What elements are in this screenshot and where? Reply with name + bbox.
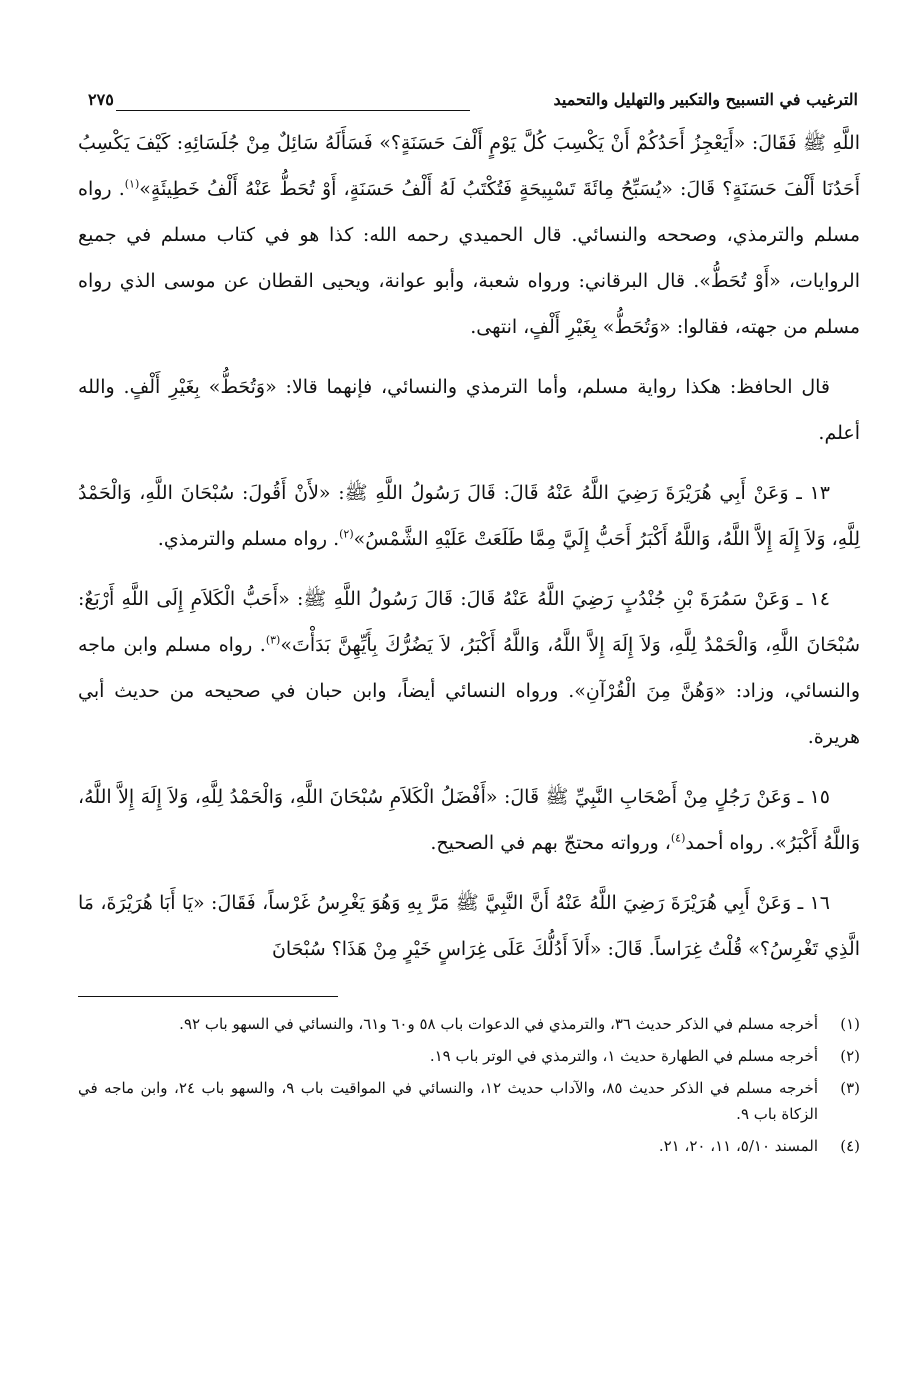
- hadith-13: ١٣ ـ وَعَنْ أَبِي هُرَيْرَةَ رَضِيَ اللَّهُ عَنْهُ قَالَ: قَالَ رَسُولُ اللَّهِ ﷺ: «لأَنْ أَقُولَ: سُبْحَانَ اللَّهِ، وَالْحَمْدُ لِلَّهِ، وَلاَ إِلَهَ إِلاَّ اللَّهُ، وَاللَّهُ أَكْبَرُ أَحَبُّ إِلَيَّ مِمَّا طَلَعَتْ عَلَيْهِ الشَّمْسُ»$^{(٢)}$. رواه مسلم والترمذي.: [78, 482, 860, 550]
- footnote-ref: (٤): [670, 831, 686, 845]
- footnote-ref: (٢): [339, 527, 354, 541]
- page-number: ٢٧٥: [88, 90, 114, 109]
- footnotes: [78, 1011, 860, 1159]
- footnote-item: (٣) أخرجه مسلم في الذكر حديث ٨٥، والآداب حديث ١٢، والنسائي في المواقيت باب ٩، والسهو باب ٢٤، وابن ماجه في الزكاة باب ٩.: [78, 1079, 860, 1123]
- main-text: [78, 120, 860, 972]
- footnote-item: (٢) أخرجه مسلم في الطهارة حديث ١، والترمذي في الوتر باب ١٩.: [429, 1047, 860, 1065]
- footnote-item: (١) أخرجه مسلم في الذكر حديث ٣٦، والترمذي في الدعوات باب ٥٨ و٦٠ و٦١، والنسائي في السهو باب ٩٢.: [179, 1015, 860, 1033]
- paragraph-continued: اللَّهِ ﷺ فَقَالَ: «أَيَعْجِزُ أَحَدُكُمْ أَنْ يَكْسِبَ كُلَّ يَوْمٍ أَلْفَ حَسَنَةٍ؟» فَسَأَلَهُ سَائِلٌ مِنْ جُلَسَائِهِ: كَيْفَ يَكْسِبُ أَحَدُنَا أَلْفَ حَسَنَةٍ؟ قَالَ: «يُسَبِّحُ مِائَةَ تَسْبِيحَةٍ فَتُكْتَبُ لَهُ أَلْفُ حَسَنَةٍ، أَوْ تُحَطُّ عَنْهُ أَلْفُ خَطِيئَةٍ»$^{(١)}$. رواه مسلم والترمذي، وصححه والنسائي. قال الحميدي رحمه الله: كذا هو في كتاب مسلم في جميع الروايات، «أَوْ تُحَطُّ». قال البرقاني: ورواه شعبة، وأبو عوانة، ويحيى القطان عن موسى الذي رواه مسلم من جهته، فقالوا: «وَتُحَطُّ» بِغَيْرِ أَلْفٍ، انتهى.: [78, 132, 860, 338]
- hadith-16: ١٦ ـ وَعَنْ أَبِي هُرَيْرَةَ رَضِيَ اللَّهُ عَنْهُ أَنَّ النَّبِيَّ ﷺ مَرَّ بِهِ وَهُوَ يَغْرِسُ غَرْساً، فَقَالَ: «يَا أَبَا هُرَيْرَةَ، مَا الَّذِي تَغْرِسُ؟» قُلْتُ غِرَاساً. قَالَ: «أَلاَ أَدُلُّكَ عَلَى غِرَاسٍ خَيْرٍ مِنْ هَذَا؟ سُبْحَانَ: [78, 892, 860, 960]
- footnote-divider: [78, 996, 338, 997]
- hadith-15: ١٥ ـ وَعَنْ رَجُلٍ مِنْ أَصْحَابِ النَّبِيِّ ﷺ قَالَ: «أَفْضَلُ الْكَلاَمِ سُبْحَانَ اللَّهِ، وَالْحَمْدُ لِلَّهِ، وَلاَ إِلَهَ إِلاَّ اللَّهُ، وَاللَّهُ أَكْبَرُ». رواه أحمد$^{(٤)}$، ورواته محتجّ بهم في الصحيح.: [78, 786, 860, 854]
- footnote-ref: (٣): [265, 633, 281, 647]
- page: [78, 82, 860, 1332]
- footnote-ref: (١): [124, 177, 140, 191]
- footnote-item: (٤) المسند ٥/١٠، ١١، ٢٠، ٢١.: [658, 1137, 860, 1155]
- running-title: الترغيب في التسبيح والتكبير والتهليل والتحميد: [553, 90, 858, 109]
- page-header: [78, 82, 860, 116]
- hadith-14: ١٤ ـ وَعَنْ سَمُرَةَ بْنِ جُنْدُبٍ رَضِيَ اللَّهُ عَنْهُ قَالَ: قَالَ رَسُولُ اللَّهِ ﷺ: «أَحَبُّ الْكَلاَمِ إِلَى اللَّهِ أَرْبَعٌ: سُبْحَانَ اللَّهِ، وَالْحَمْدُ لِلَّهِ، وَلاَ إِلَهَ إِلاَّ اللَّهُ، وَاللَّهُ أَكْبَرُ، لاَ يَضُرُّكَ بِأَيِّهِنَّ بَدَأْتَ»$^{(٣)}$. رواه مسلم وابن ماجه والنسائي، وزاد: «وَهُنَّ مِنَ الْقُرْآنِ». ورواه النسائي أيضاً، وابن حبان في صحيحه من حديث أبي هريرة.: [78, 588, 860, 748]
- paragraph-hafiz-note: قال الحافظ: هكذا رواية مسلم، وأما الترمذي والنسائي، فإنهما قالا: «وَتُحَطُّ» بِغَيْرِ أَلْفٍ. والله أعلم.: [78, 376, 860, 444]
- header-rule: [116, 110, 470, 111]
